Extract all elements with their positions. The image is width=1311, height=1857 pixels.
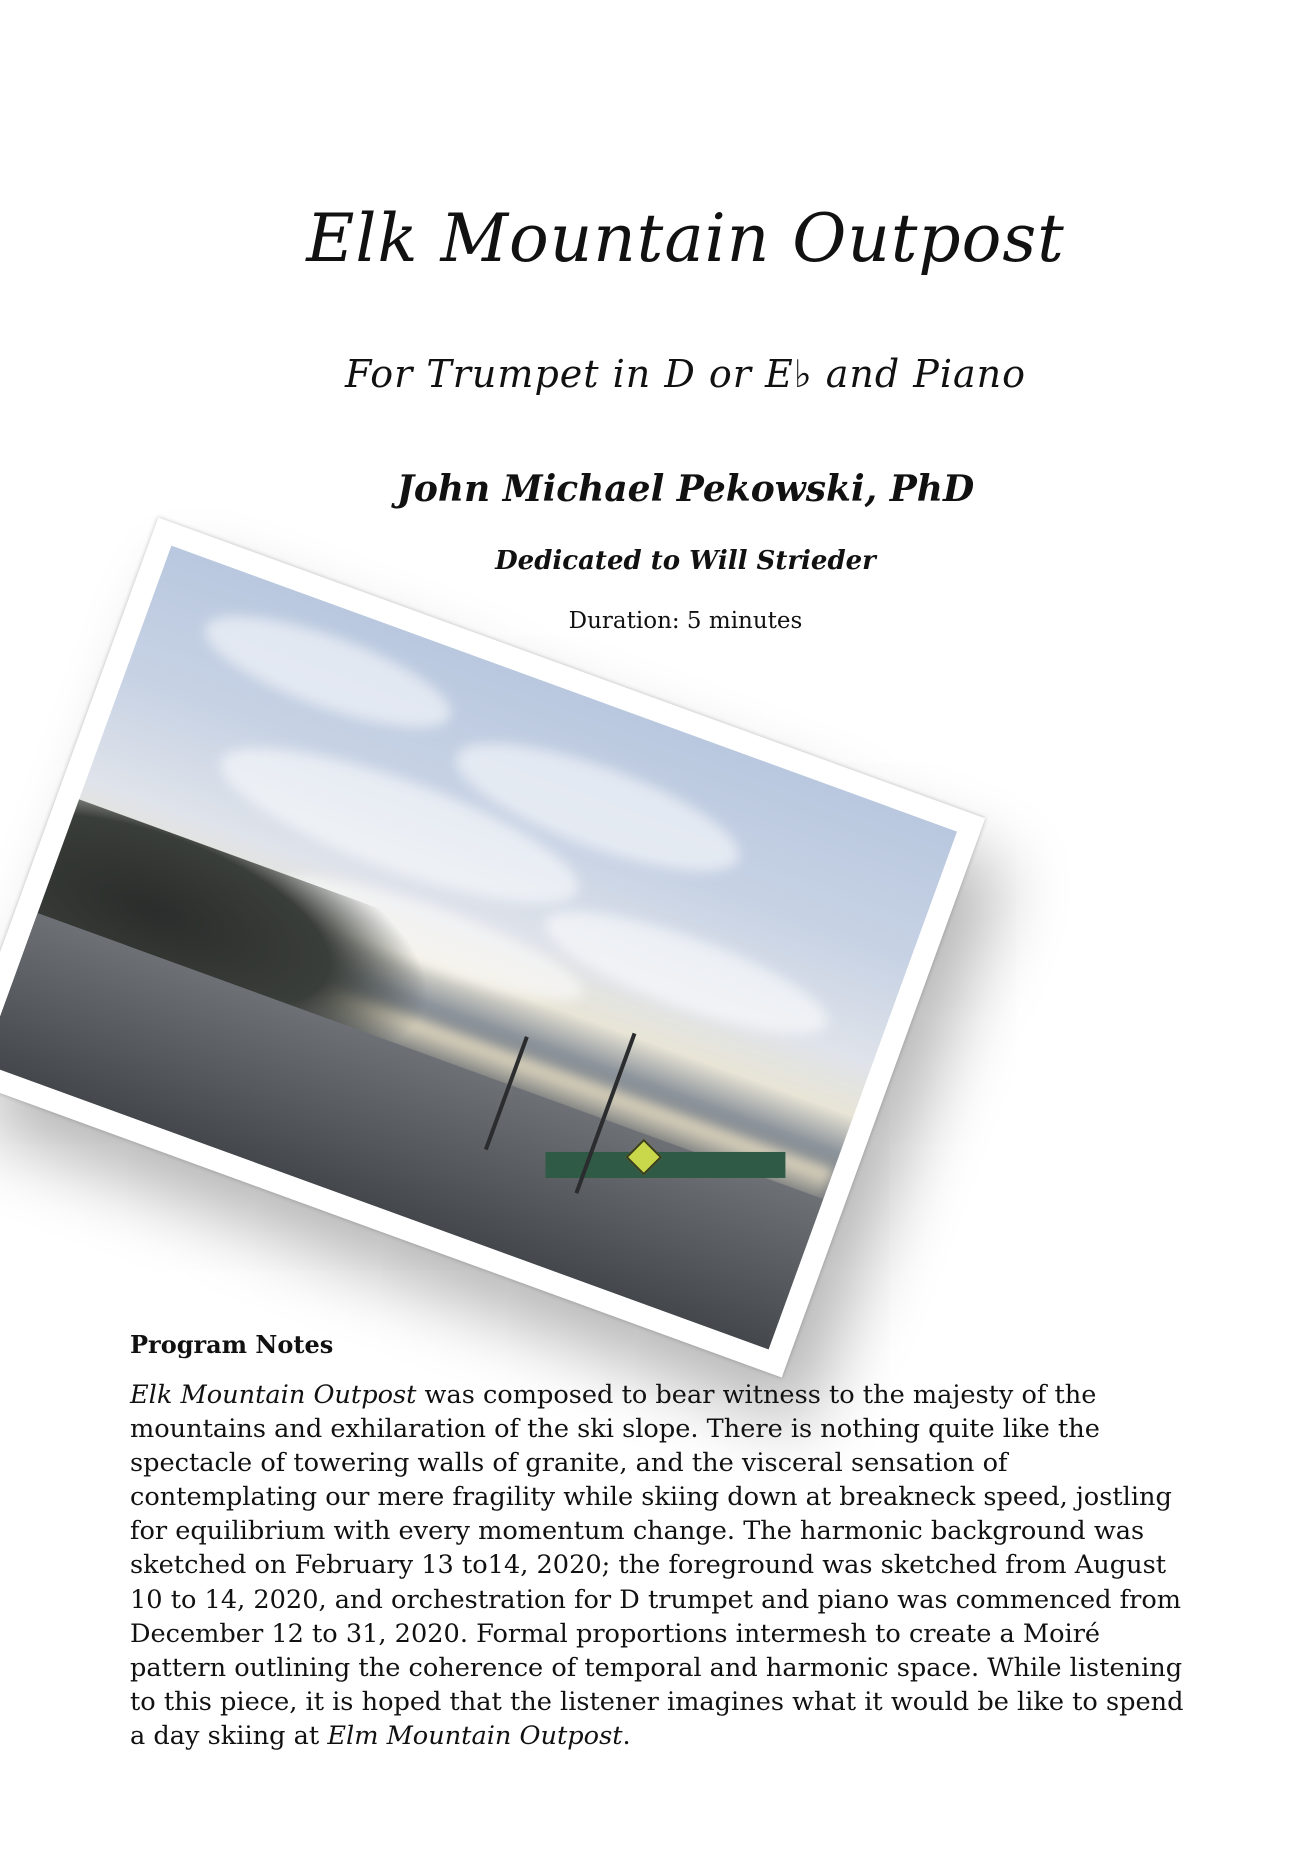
- piece-title-reference-end: Elm Mountain Outpost: [327, 1720, 623, 1751]
- piece-title-reference: Elk Mountain Outpost: [130, 1380, 417, 1410]
- composer-name: John Michael Pekowski, PhD: [396, 468, 975, 510]
- landscape-photo-icon: [0, 546, 957, 1350]
- duration: Duration: 5 minutes: [568, 608, 803, 634]
- cover-photo-frame: [0, 517, 985, 1377]
- program-notes-end-punct: .: [622, 1720, 631, 1751]
- dedication: Dedicated to Will Strieder: [495, 546, 876, 576]
- program-notes-text: was composed to bear witness to the majesty of the mountains and exhilaration of the ski slope. There is nothing quite like the spectacle of towering walls of granite, and the visceral sensation of contemplating our mere fragility while skiing down at breakneck speed, jostling for equilibrium with every momentum change. The harmonic background was sketched on February 13 to14, 2020; the foreground was sketched from August 10 to 14, 2020, and orchestration for D trumpet and piano was commenced from December 12 to 31, 2020. Formal proportions intermesh to create a Moiré pattern outlining the coherence of temporal and harmonic space. While listening to this piece, it is hoped that the listener imagines what it would be like to spend a day skiing at: [130, 1380, 1184, 1751]
- program-notes-heading: Program Notes: [130, 1330, 334, 1359]
- instrumentation-subtitle: For Trumpet in D or E♭ and Piano: [345, 352, 1026, 396]
- program-notes-body: [130, 1378, 1190, 1753]
- piece-title: Elk Mountain Outpost: [306, 200, 1065, 277]
